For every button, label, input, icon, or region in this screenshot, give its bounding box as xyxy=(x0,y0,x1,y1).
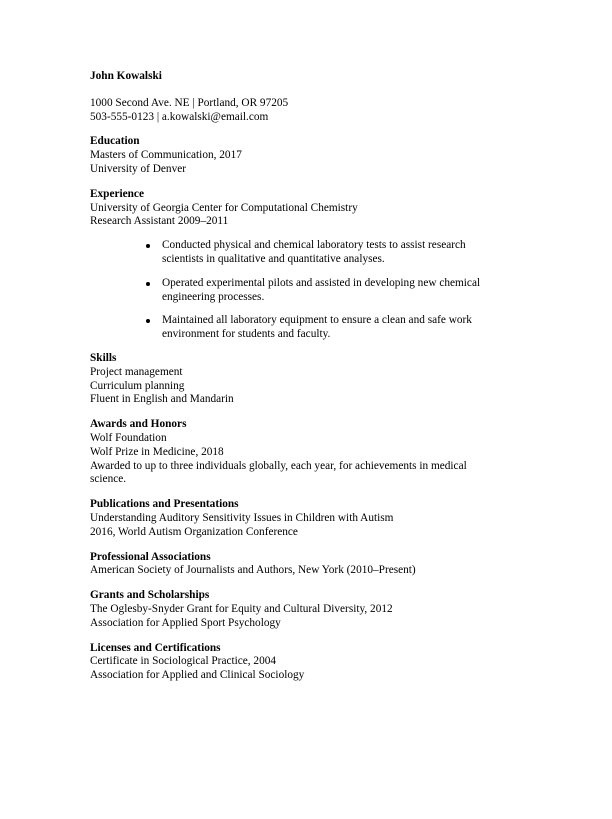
skills-heading: Skills xyxy=(90,351,117,364)
skills-section xyxy=(90,352,510,407)
bullet-icon xyxy=(146,282,150,286)
education-heading: Education xyxy=(90,135,140,148)
awards-section xyxy=(90,418,510,487)
associations-heading: Professional Associations xyxy=(90,550,211,563)
licenses-section xyxy=(90,642,510,683)
resume-name: John Kowalski xyxy=(90,70,162,82)
experience-bullet-text: Conducted physical and chemical laboratory tests to assist research scientists in qualitative and quantitative analyses. xyxy=(162,239,466,265)
education-school: University of Denver xyxy=(90,162,186,175)
bullet-icon xyxy=(146,244,150,248)
education-section xyxy=(90,135,510,176)
license-certificate: Certificate in Sociological Practice, 2004 xyxy=(90,655,277,668)
grant-association: Association for Applied Sport Psychology xyxy=(90,616,281,629)
grants-section xyxy=(90,589,510,630)
publication-title: Understanding Auditory Sensitivity Issues in Children with Autism xyxy=(90,511,394,524)
publication-venue: 2016, World Autism Organization Conference xyxy=(90,525,298,538)
bullet-icon xyxy=(146,319,150,323)
address-line: 1000 Second Ave. NE | Portland, OR 97205 xyxy=(90,96,289,109)
skill-item: Curriculum planning xyxy=(90,379,185,392)
awards-org: Wolf Foundation xyxy=(90,431,167,444)
experience-bullet xyxy=(146,314,498,342)
licenses-heading: Licenses and Certifications xyxy=(90,641,221,654)
awards-prize: Wolf Prize in Medicine, 2018 xyxy=(90,445,224,458)
experience-bullet-list xyxy=(90,239,498,342)
experience-bullet-text: Maintained all laboratory equipment to ensure a clean and safe work environment for students and faculty. xyxy=(162,314,472,341)
education-degree: Masters of Communication, 2017 xyxy=(90,149,242,162)
skill-item: Fluent in English and Mandarin xyxy=(90,393,234,406)
experience-role: Research Assistant 2009–2011 xyxy=(90,215,229,228)
grant-item: The Oglesby-Snyder Grant for Equity and Cultural Diversity, 2012 xyxy=(90,602,393,615)
publications-heading: Publications and Presentations xyxy=(90,498,239,511)
experience-bullet xyxy=(146,239,498,267)
associations-section xyxy=(90,551,510,579)
grants-heading: Grants and Scholarships xyxy=(90,589,210,602)
awards-description: Awarded to up to three individuals globally, each year, for achievements in medical science. xyxy=(90,459,467,486)
experience-bullet-text: Operated experimental pilots and assisted in developing new chemical engineering processes. xyxy=(162,276,481,303)
license-association: Association for Applied and Clinical Sociology xyxy=(90,669,305,682)
experience-heading: Experience xyxy=(90,187,144,200)
publications-section xyxy=(90,498,510,539)
experience-section xyxy=(90,188,510,342)
awards-heading: Awards and Honors xyxy=(90,418,187,431)
skill-item: Project management xyxy=(90,365,183,378)
association-item: American Society of Journalists and Authors, New York (2010–Present) xyxy=(90,564,416,577)
experience-bullet xyxy=(146,277,498,305)
contact-line: 503-555-0123 | a.kowalski@email.com xyxy=(90,110,269,123)
experience-org: University of Georgia Center for Computational Chemistry xyxy=(90,201,358,214)
resume-page xyxy=(90,70,510,683)
